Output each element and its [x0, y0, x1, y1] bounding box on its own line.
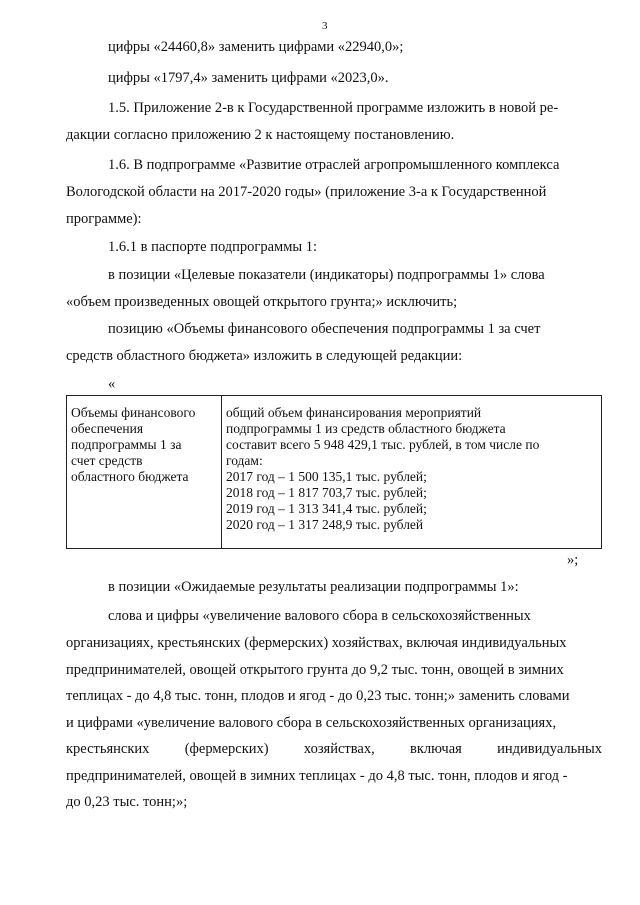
paragraph-text: предпринимателей, овощей в зимних теплицах - до 4,8 тыс. тонн, плодов и ягод - — [66, 768, 568, 784]
word: крестьянских — [66, 741, 150, 757]
page-number: 3 — [322, 20, 328, 32]
paragraph-text: слова и цифры «увеличение валового сбора в сельскохозяйственных — [108, 608, 531, 624]
word: индивидуальных — [497, 741, 602, 757]
cell-line: областного бюджета — [71, 469, 189, 484]
paragraph-text: средств областного бюджета» изложить в следующей редакции: — [66, 348, 463, 364]
word: (фермерских) — [184, 741, 269, 757]
paragraph-text: программе): — [66, 211, 142, 227]
table-cell-value — [222, 396, 602, 549]
cell-line: подпрограммы 1 из средств областного бюджета — [226, 421, 506, 436]
paragraph-text: до 0,23 тыс. тонн;»; — [66, 794, 188, 810]
cell-line: 2020 год – 1 317 248,9 тыс. рублей — [226, 517, 424, 532]
cell-line: годам: — [226, 453, 263, 468]
paragraph-text: в позиции «Целевые показатели (индикаторы) подпрограммы 1» слова — [108, 267, 545, 283]
cell-line: составит всего 5 948 429,1 тыс. рублей, в том числе по — [226, 437, 540, 452]
paragraph-text: «объем произведенных овощей открытого грунта;» исключить; — [66, 294, 458, 310]
paragraph-text: организациях, крестьянских (фермерских) хозяйствах, включая индивидуальных — [66, 635, 567, 651]
paragraph-text: дакции согласно приложению 2 к настоящему постановлению. — [66, 127, 455, 143]
paragraph-text: позицию «Объемы финансового обеспечения подпрограммы 1 за счет — [108, 321, 541, 337]
justified-line — [66, 740, 602, 758]
financing-table — [66, 395, 602, 549]
cell-line: общий объем финансирования мероприятий — [226, 405, 482, 420]
cell-line: счет средств — [71, 453, 143, 468]
paragraph-text: 1.5. Приложение 2-в к Государственной программе изложить в новой ре- — [108, 100, 559, 116]
close-quote: »; — [567, 552, 579, 568]
paragraph-text: теплицах - до 4,8 тыс. тонн, плодов и ягод - до 0,23 тыс. тонн;» заменить словами — [66, 688, 570, 704]
paragraph-text: цифры «24460,8» заменить цифрами «22940,0»; — [108, 39, 404, 55]
cell-line: 2017 год – 1 500 135,1 тыс. рублей; — [226, 469, 427, 484]
paragraph-text: и цифрами «увеличение валового сбора в сельскохозяйственных организациях, — [66, 715, 557, 731]
paragraph-text: цифры «1797,4» заменить цифрами «2023,0». — [108, 70, 389, 86]
paragraph-text: 1.6. В подпрограмме «Развитие отраслей агропромышленного комплекса — [108, 157, 560, 173]
word: хозяйствах, — [303, 741, 375, 757]
cell-line: Объемы финансового — [71, 405, 196, 420]
paragraph-text: 1.6.1 в паспорте подпрограммы 1: — [108, 239, 318, 255]
paragraph-text: Вологодской области на 2017-2020 годы» (приложение 3-а к Государственной — [66, 184, 547, 200]
cell-line: 2019 год – 1 313 341,4 тыс. рублей; — [226, 501, 427, 516]
table-cell-label — [67, 396, 222, 549]
open-quote: « — [108, 376, 116, 392]
cell-line: 2018 год – 1 817 703,7 тыс. рублей; — [226, 485, 427, 500]
word: включая — [410, 741, 462, 757]
cell-line: обеспечения — [71, 421, 144, 436]
cell-line: подпрограммы 1 за — [71, 437, 182, 452]
table-row — [67, 396, 602, 549]
paragraph-text: предпринимателей, овощей открытого грунта до 9,2 тыс. тонн, овощей в зимних — [66, 662, 564, 678]
paragraph-text: в позиции «Ожидаемые результаты реализации подпрограммы 1»: — [108, 579, 519, 595]
